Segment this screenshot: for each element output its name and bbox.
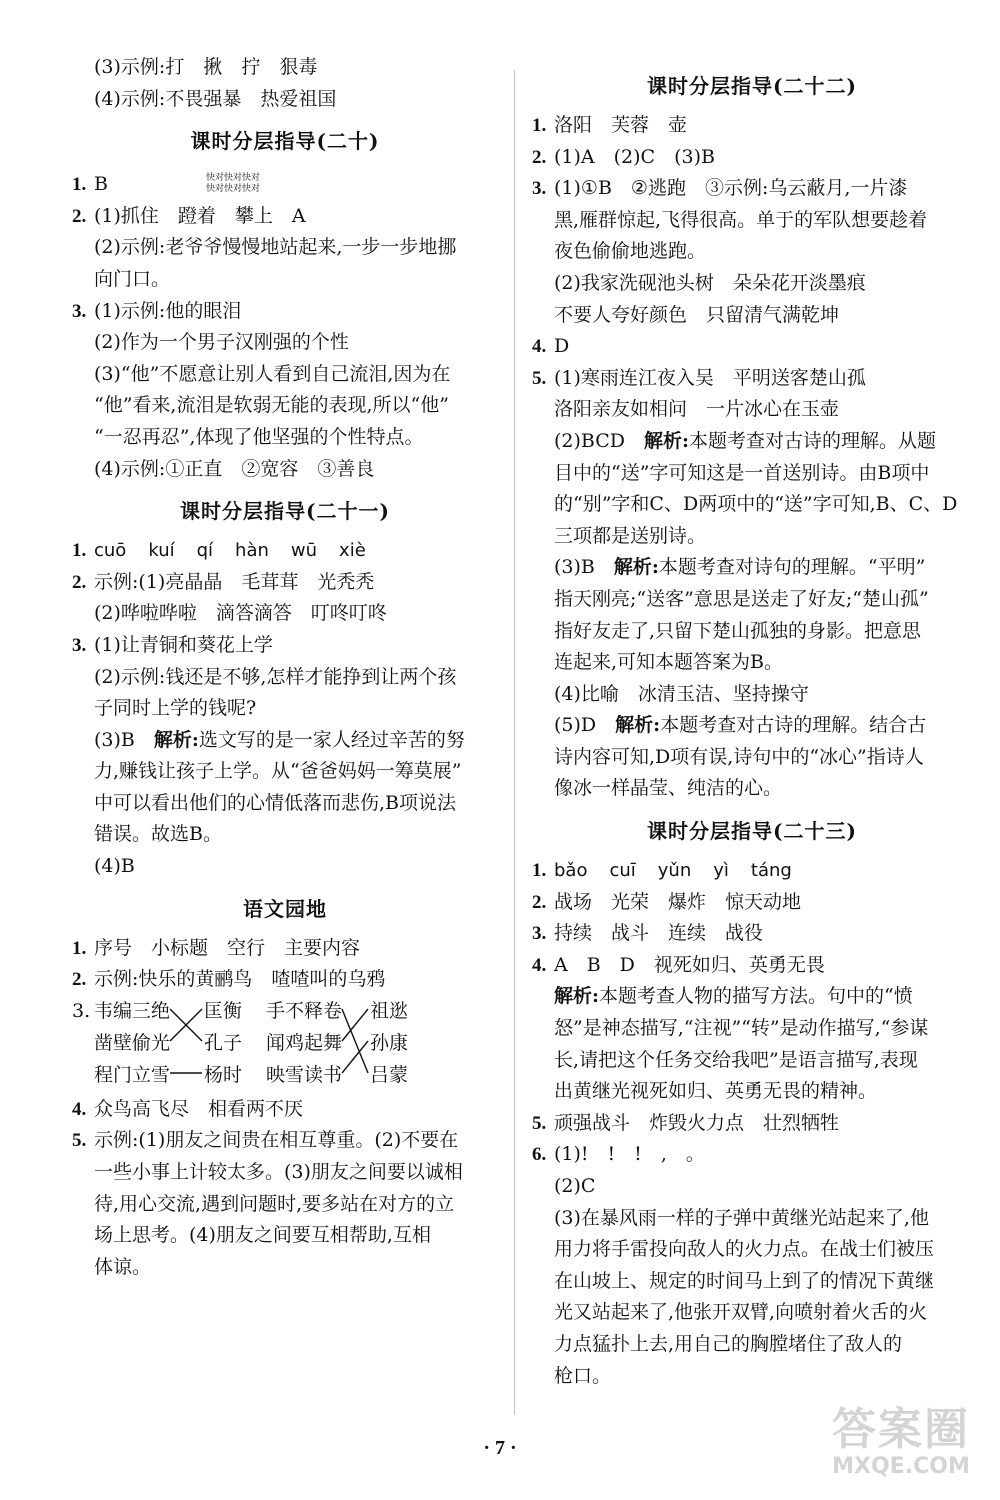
match-item: 程门立雪 — [94, 1063, 171, 1086]
answer-line: 长,请把这个任务交给我吧”是语言描写,表现 — [554, 1048, 918, 1071]
analysis-label: 解析: — [613, 556, 659, 579]
answer-line: 中可以看出他们的心情低落而悲伤,B项说法 — [94, 791, 457, 814]
answer-line: 光又站起来了,他张开双臂,向喷射着火舌的火 — [554, 1301, 928, 1324]
answer-line: “一忍再忍”,体现了他坚强的个性特点。 — [94, 425, 424, 448]
answer-line: 指好友走了,只留下楚山孤独的身影。把意思 — [554, 619, 922, 642]
answer-line: (4)示例:不畏强暴 热爱祖国 — [94, 87, 337, 110]
answer-line: 指天刚亮;“送客”意思是送走了好友;“楚山孤” — [554, 587, 929, 610]
answer-line: 洛阳亲友如相问 一片冰心在玉壶 — [554, 398, 840, 421]
answer-line: (2)C — [554, 1175, 596, 1197]
answer-1: 1. B 快对快对快对 快对快对快对 — [72, 173, 261, 196]
answer-line: 解析:本题考查人物的描写方法。句中的“愤 — [554, 985, 913, 1008]
column-divider — [514, 70, 515, 1415]
match-line — [342, 1009, 368, 1041]
answer-line: 一些小事上计较太多。(3)朋友之间要以诚相 — [94, 1161, 463, 1184]
section-title: 课时分层指导(二十) — [190, 129, 380, 154]
answer-5: 5. 示例:(1)朋友之间贵在相互尊重。(2)不要在 — [72, 1129, 459, 1152]
answer-1: 1. cuō kuí qí hàn wū xiè — [72, 535, 498, 567]
answer-line: 用力将手雷投向敌人的火力点。在战士们被压 — [554, 1238, 935, 1261]
answer-line: 体谅。 — [94, 1255, 152, 1278]
answer-line: 枪口。 — [554, 1364, 612, 1387]
answer-line: (2)作为一个男子汉刚强的个性 — [94, 331, 349, 354]
answer-line: 三项都是送别诗。 — [554, 524, 707, 547]
section-title: 课时分层指导(二十一) — [180, 499, 390, 524]
answer-line: 子同时上学的钱呢? — [94, 697, 257, 720]
section-title: 课时分层指导(二十二) — [647, 74, 857, 98]
match-line — [342, 1009, 368, 1073]
match-item: 手不释卷 — [266, 999, 343, 1022]
answer-2: 2. 战场 光荣 爆炸 惊天动地 — [532, 890, 802, 913]
answer-line: 夜色偷偷地逃跑。 — [554, 240, 707, 263]
answer-2: 2. (1)A (2)C (3)B — [532, 145, 715, 168]
left-column — [72, 52, 498, 1283]
answer-6: 6. (1)! ! ! , 。 — [532, 1143, 705, 1166]
answer-line: 待,用心交流,遇到问题时,要多站在对方的立 — [94, 1192, 455, 1215]
page-number: · 7 · — [483, 1437, 517, 1459]
match-item: 韦编三绝 — [94, 999, 171, 1022]
answer-line: 怒”是神态描写,“注视”“转”是动作描写,“参谋 — [554, 1017, 929, 1040]
answer-line: (2)哗啦哗啦 滴答滴答 叮咚叮咚 — [94, 602, 387, 625]
answer-2: 2. 示例:快乐的黄鹂鸟 喳喳叫的乌鸦 — [72, 968, 386, 991]
answer-3: 3. (1)①B ②逃跑 ③示例:乌云蔽月,一片漆 — [532, 177, 908, 200]
section-title: 语文园地 — [243, 896, 327, 921]
answer-line: (2)我家洗砚池头树 朵朵花开淡墨痕 — [554, 271, 866, 294]
answer-line: 错误。故选B。 — [94, 823, 222, 846]
answer-line: “他”看来,流泪是软弱无能的表现,所以“他” — [94, 394, 449, 417]
match-item: 杨时 — [204, 1063, 243, 1086]
answer-line: (4)B — [94, 855, 135, 878]
match-item: 闻鸡起舞 — [266, 1031, 343, 1054]
answer-4: 4. A B D 视死如归、英勇无畏 — [532, 953, 825, 976]
answer-line: 黑,雁群惊起,飞得很高。单于的军队想要趁着 — [554, 208, 928, 231]
match-item: 映雪读书 — [266, 1063, 343, 1086]
answer-line: 向门口。 — [94, 267, 171, 290]
answer-line: (5)D 解析:本题考查对古诗的理解。结合古 — [554, 714, 927, 737]
analysis-label: 解析: — [644, 429, 690, 452]
answer-4: 4. D — [532, 335, 570, 358]
answer-3: 3. (1)让青铜和葵花上学 — [72, 633, 273, 656]
answer-1: 1. 洛阳 芙蓉 壶 — [532, 114, 688, 136]
answer-line: 的“别”字和C、D两项中的“送”字可知,B、C、D — [554, 493, 958, 516]
answer-line: 出黄继光视死如归、英勇无畏的精神。 — [554, 1080, 878, 1103]
analysis-label: 解析: — [615, 714, 661, 737]
answer-line: 连起来,可知本题答案为B。 — [554, 651, 784, 674]
match-item: 孙康 — [370, 1031, 409, 1054]
answer-1: 1. bǎo cuī yǔn yì táng — [532, 855, 972, 887]
answer-line: (3)“他”不愿意让别人看到自己流泪,因为在 — [94, 362, 451, 385]
watermark-logo: 答案圈 — [832, 1404, 970, 1455]
match-item: 匡衡 — [204, 999, 243, 1022]
match-item: 祖逖 — [370, 999, 409, 1022]
answer-1: 1. 序号 小标题 空行 主要内容 — [72, 936, 361, 959]
answer-5: 5. (1)寒雨连江夜入吴 平明送客楚山孤 — [532, 366, 866, 389]
right-column — [532, 52, 972, 1392]
answer-line: (2)BCD 解析:本题考查对古诗的理解。从题 — [554, 429, 937, 452]
matching-lines — [72, 996, 412, 1094]
answer-line: (3)B 解析:本题考查对诗句的理解。“平明” — [554, 556, 926, 579]
answer-line: (4)比喻 冰清玉洁、坚持操守 — [554, 682, 809, 705]
answer-line: 力点猛扑上去,用自己的胸膛堵住了敌人的 — [554, 1332, 903, 1355]
answer-line: 力,赚钱让孩子上学。从“爸爸妈妈一筹莫展” — [94, 760, 462, 783]
match-item: 孔子 — [204, 1031, 243, 1054]
answer-line: (3)B 解析:选文写的是一家人经过辛苦的努 — [94, 728, 465, 751]
watermark — [812, 1405, 990, 1479]
analysis-label: 解析: — [153, 728, 199, 751]
answer-line: (2)示例:老爷爷慢慢地站起来,一步一步地挪 — [94, 236, 457, 259]
answer-line: (3)在暴风雨一样的子弹中黄继光站起来了,他 — [554, 1206, 929, 1229]
answer-3: 3. 持续 战斗 连续 战役 — [532, 922, 764, 945]
answer-line: 在山坡上、规定的时间马上到了的情况下黄继 — [554, 1269, 935, 1292]
section-title: 课时分层指导(二十三) — [647, 819, 857, 844]
analysis-label: 解析: — [554, 985, 600, 1008]
answer-line: 像冰一样晶莹、纯洁的心。 — [554, 777, 783, 800]
answer-2: 2. (1)抓住 蹬着 攀上 A — [72, 204, 306, 227]
answer-line: 不要人夸好颜色 只留清气满乾坤 — [554, 303, 840, 326]
matching-exercise: 3. 韦编三绝 凿壁偷光 程门立雪 匡衡 孔子 杨时 手不释卷 闻鸡起舞 映雪读书 祖逖 孙康 吕蒙 — [72, 996, 498, 1094]
answer-line: (2)示例:钱还是不够,怎样才能挣到让两个孩 — [94, 665, 457, 688]
answer-5: 5. 顽强战斗 炸毁火力点 壮烈牺牲 — [532, 1111, 840, 1134]
match-line — [342, 1041, 368, 1073]
pinyin-row: bǎo cuī yǔn yì táng — [554, 860, 792, 882]
answer-line: (3)示例:打 揪 拧 狠毒 — [94, 56, 318, 78]
match-item: 吕蒙 — [370, 1063, 409, 1086]
answer-2: 2. 示例:(1)亮晶晶 毛茸茸 光秃秃 — [72, 570, 375, 593]
match-item: 凿壁偷光 — [94, 1031, 171, 1054]
tiny-overprint: 快对快对快对 快对快对快对 — [206, 173, 261, 195]
watermark-url: MXQE.COM — [832, 1454, 970, 1479]
answer-line: 诗内容可知,D项有误,诗句中的“冰心”指诗人 — [554, 745, 924, 768]
pinyin-row: cuō kuí qí hàn wū xiè — [94, 540, 366, 562]
answer-line: 场上思考。(4)朋友之间要互相帮助,互相 — [94, 1224, 431, 1247]
answer-line: (4)示例:①正直 ②宽容 ③善良 — [94, 457, 375, 480]
answer-3: 3. (1)示例:他的眼泪 — [72, 299, 242, 322]
answer-4: 4. 众鸟高飞尽 相看两不厌 — [72, 1097, 304, 1120]
answer-line: 目中的“送”字可知这是一首送别诗。由B项中 — [554, 461, 930, 484]
